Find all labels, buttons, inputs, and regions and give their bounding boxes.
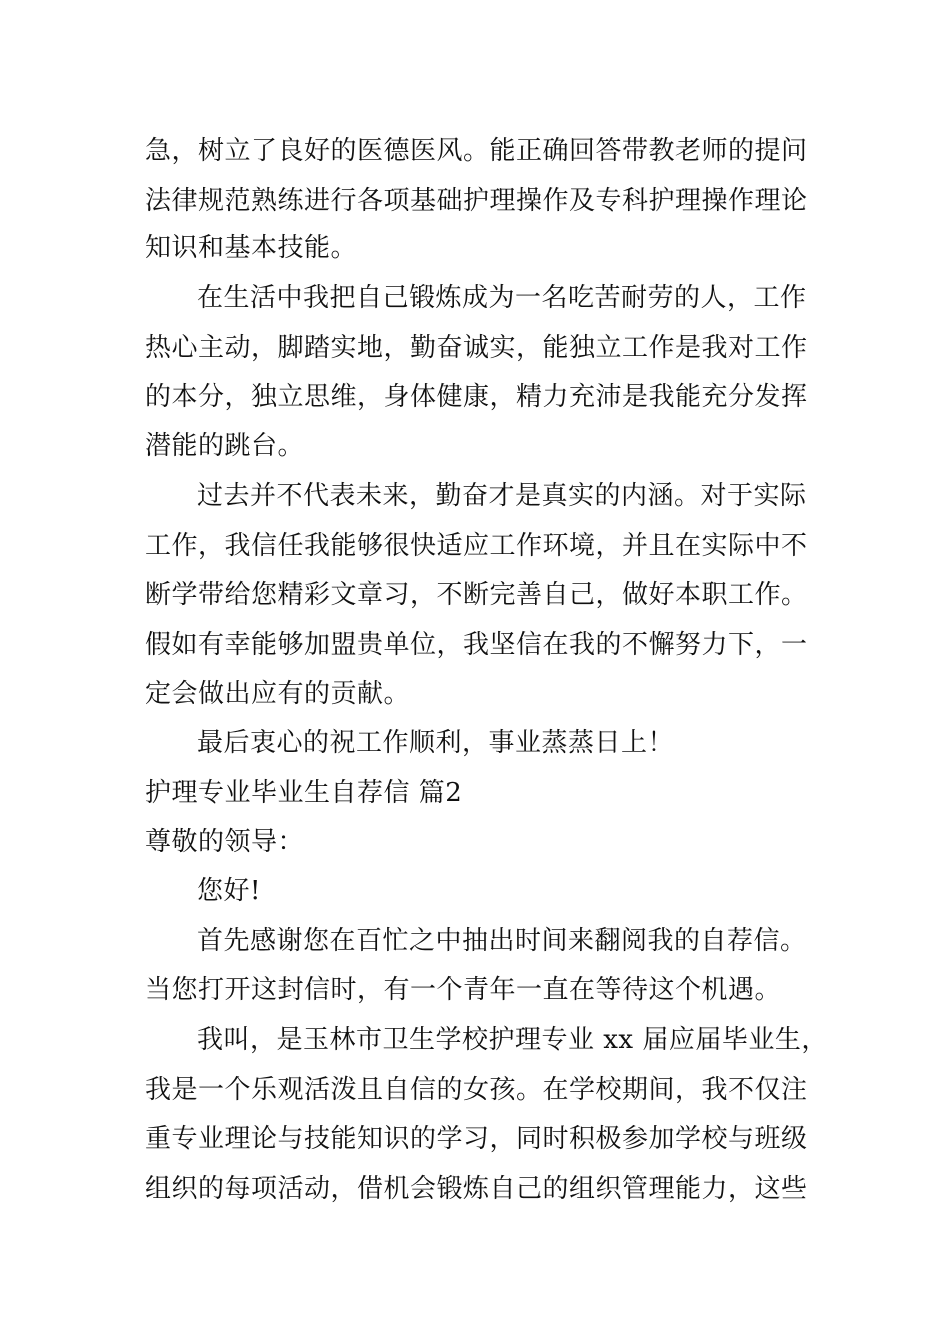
paragraph-start: 最后衷心的祝工作顺利，事业蒸蒸日上！ bbox=[197, 728, 675, 758]
paragraph-start: 过去并不代表未来，勤奋才是真实的内涵。对于实际 bbox=[197, 481, 807, 511]
text-line: 急，树立了良好的医德医风。能正确回答带教老师的提问 bbox=[145, 136, 808, 166]
paragraph-start: 在生活中我把自己锻炼成为一名吃苦耐劳的人，工作 bbox=[197, 283, 807, 313]
text-line: 知识和基本技能。 bbox=[145, 233, 358, 263]
text-line: 当您打开这封信时，有一个青年一直在等待这个机遇。 bbox=[145, 975, 782, 1005]
text-line: 的本分，独立思维，身体健康，精力充沛是我能充分发挥 bbox=[145, 382, 808, 412]
section-title: 护理专业毕业生自荐信 篇2 bbox=[145, 778, 463, 808]
paragraph-start: 我叫，是玉林市卫生学校护理专业 xx 届应届毕业生， bbox=[197, 1025, 828, 1055]
text-line: 组织的每项活动，借机会锻炼自己的组织管理能力，这些 bbox=[145, 1174, 808, 1204]
text-line: 我是一个乐观活泼且自信的女孩。在学校期间，我不仅注 bbox=[145, 1075, 808, 1105]
text-line: 定会做出应有的贡献。 bbox=[145, 679, 411, 709]
text-line: 断学带给您精彩文章习，不断完善自己，做好本职工作。 bbox=[145, 580, 808, 610]
paragraph-start: 首先感谢您在百忙之中抽出时间来翻阅我的自荐信。 bbox=[197, 926, 807, 956]
text-line: 法律规范熟练进行各项基础护理操作及专科护理操作理论 bbox=[145, 186, 808, 216]
salutation: 尊敬的领导： bbox=[145, 827, 305, 857]
text-line: 假如有幸能够加盟贵单位，我坚信在我的不懈努力下，一 bbox=[145, 630, 808, 660]
text-line: 潜能的跳台。 bbox=[145, 431, 305, 461]
text-line: 工作，我信任我能够很快适应工作环境，并且在实际中不 bbox=[145, 531, 808, 561]
greeting: 您好! bbox=[197, 876, 261, 906]
text-line: 重专业理论与技能知识的学习，同时积极参加学校与班级 bbox=[145, 1124, 808, 1154]
text-line: 热心主动，脚踏实地，勤奋诚实，能独立工作是我对工作 bbox=[145, 333, 808, 363]
